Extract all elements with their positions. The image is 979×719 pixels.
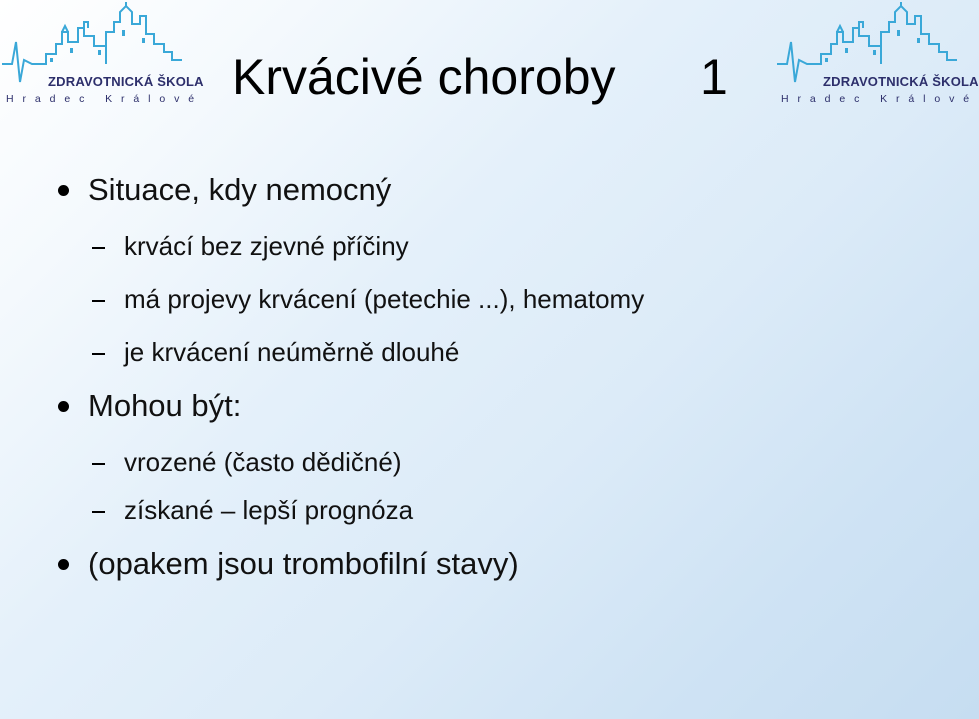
school-name: ZDRAVOTNICKÁ ŠKOLA xyxy=(823,74,979,89)
sub-bullet-text: vrozené (často dědičné) xyxy=(124,447,402,477)
dash-icon xyxy=(92,300,105,302)
slide-title: Krvácivé choroby xyxy=(232,49,616,105)
bullet-dot-icon xyxy=(58,185,69,196)
school-city: Hradec Králové xyxy=(781,93,978,105)
sub-bullet-text: je krvácení neúměrně dlouhé xyxy=(124,337,460,367)
sub-bullet-text: krvácí bez zjevné příčiny xyxy=(124,231,409,261)
dash-icon xyxy=(92,247,105,249)
bullet-dot-icon xyxy=(58,401,69,412)
dash-icon xyxy=(92,463,105,465)
sub-bullet-text: má projevy krvácení (petechie ...), hematomy xyxy=(124,284,645,314)
bullet-text: Mohou být: xyxy=(88,388,242,423)
bullet-dot-icon xyxy=(58,559,69,570)
dash-icon xyxy=(92,353,105,355)
skyline-ecg-icon xyxy=(777,2,957,107)
school-city: Hradec Králové xyxy=(6,93,203,105)
skyline-ecg-icon xyxy=(2,2,182,107)
sub-bullet-text: získané – lepší prognóza xyxy=(124,495,414,525)
bullet-text: Situace, kdy nemocný xyxy=(88,172,392,207)
school-logo-right xyxy=(777,2,979,107)
bullet-text: (opakem jsou trombofilní stavy) xyxy=(88,546,519,581)
school-logo-left xyxy=(2,2,204,107)
school-name: ZDRAVOTNICKÁ ŠKOLA xyxy=(48,74,204,89)
dash-icon xyxy=(92,511,105,513)
slide-number: 1 xyxy=(700,49,728,105)
